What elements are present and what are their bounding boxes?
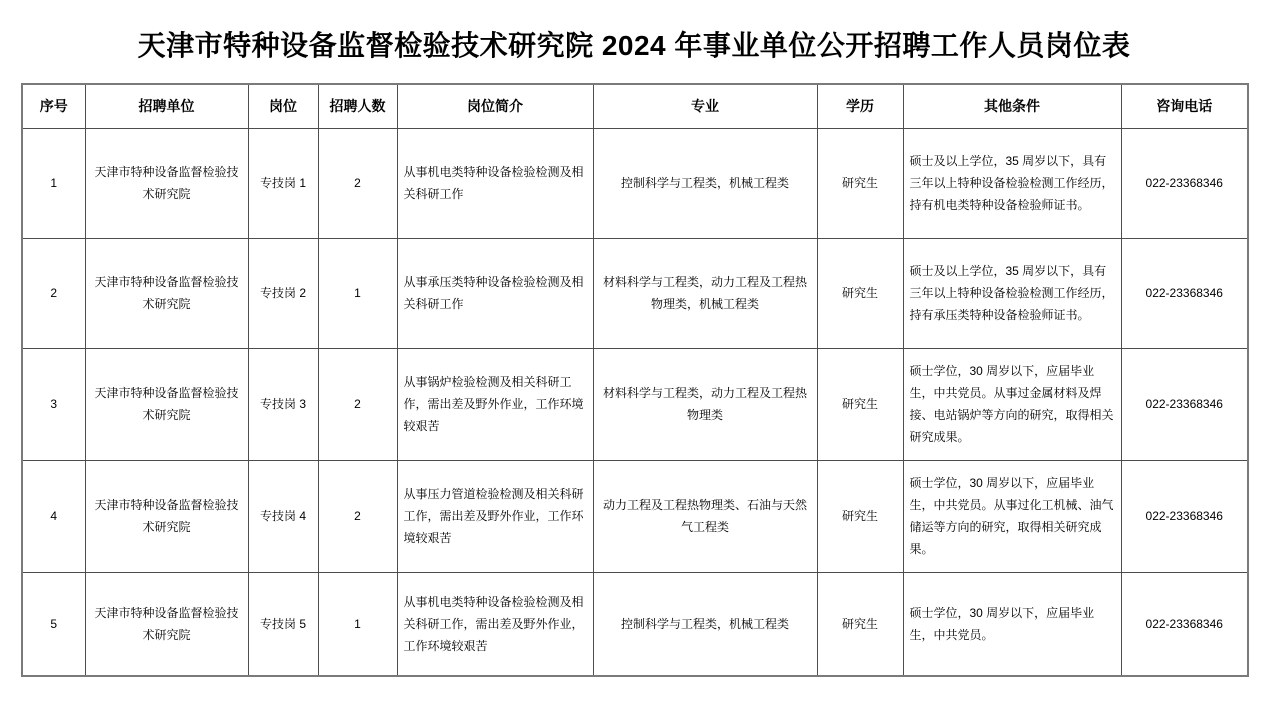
table-row [22,128,1248,238]
cell-major: 材料科学与工程类，动力工程及工程热物理类 [593,348,817,460]
cell-recruiting-unit: 天津市特种设备监督检验技术研究院 [85,238,248,348]
cell-education: 研究生 [817,572,903,676]
cell-position: 专技岗 4 [248,460,318,572]
job-positions-table [21,83,1249,677]
cell-headcount: 2 [318,460,397,572]
table-row [22,572,1248,676]
header-phone: 咨询电话 [1121,84,1248,128]
header-headcount: 招聘人数 [318,84,397,128]
cell-other-requirements: 硕士学位，30 周岁以下，应届毕业生，中共党员。从事过金属材料及焊接、电站锅炉等方向的研究，取得相关研究成果。 [903,348,1121,460]
header-row [22,84,1248,128]
cell-other-requirements: 硕士及以上学位，35 周岁以下，具有三年以上特种设备检验检测工作经历，持有机电类特种设备检验师证书。 [903,128,1121,238]
cell-job-description: 从事锅炉检验检测及相关科研工作，需出差及野外作业，工作环境较艰苦 [397,348,593,460]
cell-major: 动力工程及工程热物理类、石油与天然气工程类 [593,460,817,572]
table-row [22,460,1248,572]
cell-seq: 5 [22,572,85,676]
table-row [22,348,1248,460]
header-recruiting-unit: 招聘单位 [85,84,248,128]
cell-recruiting-unit: 天津市特种设备监督检验技术研究院 [85,572,248,676]
cell-major: 材料科学与工程类，动力工程及工程热物理类，机械工程类 [593,238,817,348]
page-title: 天津市特种设备监督检验技术研究院 2024 年事业单位公开招聘工作人员岗位表 [137,30,1131,61]
cell-other-requirements: 硕士及以上学位，35 周岁以下，具有三年以上特种设备检验检测工作经历，持有承压类特种设备检验师证书。 [903,238,1121,348]
header-education: 学历 [817,84,903,128]
cell-major: 控制科学与工程类，机械工程类 [593,572,817,676]
header-job-description: 岗位简介 [397,84,593,128]
cell-seq: 2 [22,238,85,348]
cell-phone: 022-23368346 [1121,460,1248,572]
cell-recruiting-unit: 天津市特种设备监督检验技术研究院 [85,128,248,238]
cell-seq: 4 [22,460,85,572]
cell-job-description: 从事机电类特种设备检验检测及相关科研工作 [397,128,593,238]
cell-job-description: 从事机电类特种设备检验检测及相关科研工作，需出差及野外作业，工作环境较艰苦 [397,572,593,676]
table-row [22,238,1248,348]
cell-position: 专技岗 1 [248,128,318,238]
cell-headcount: 2 [318,128,397,238]
cell-education: 研究生 [817,238,903,348]
cell-phone: 022-23368346 [1121,572,1248,676]
header-seq: 序号 [22,84,85,128]
cell-headcount: 2 [318,348,397,460]
cell-job-description: 从事承压类特种设备检验检测及相关科研工作 [397,238,593,348]
cell-other-requirements: 硕士学位，30 周岁以下，应届毕业生，中共党员。 [903,572,1121,676]
cell-headcount: 1 [318,238,397,348]
cell-position: 专技岗 2 [248,238,318,348]
cell-seq: 1 [22,128,85,238]
cell-recruiting-unit: 天津市特种设备监督检验技术研究院 [85,460,248,572]
header-major: 专业 [593,84,817,128]
cell-job-description: 从事压力管道检验检测及相关科研工作，需出差及野外作业，工作环境较艰苦 [397,460,593,572]
cell-education: 研究生 [817,128,903,238]
cell-seq: 3 [22,348,85,460]
cell-recruiting-unit: 天津市特种设备监督检验技术研究院 [85,348,248,460]
cell-phone: 022-23368346 [1121,238,1248,348]
cell-other-requirements: 硕士学位，30 周岁以下，应届毕业生，中共党员。从事过化工机械、油气储运等方向的研究，取得相关研究成果。 [903,460,1121,572]
cell-phone: 022-23368346 [1121,348,1248,460]
cell-position: 专技岗 3 [248,348,318,460]
cell-position: 专技岗 5 [248,572,318,676]
cell-headcount: 1 [318,572,397,676]
cell-education: 研究生 [817,348,903,460]
cell-phone: 022-23368346 [1121,128,1248,238]
cell-education: 研究生 [817,460,903,572]
cell-major: 控制科学与工程类，机械工程类 [593,128,817,238]
header-other-requirements: 其他条件 [903,84,1121,128]
header-position: 岗位 [248,84,318,128]
